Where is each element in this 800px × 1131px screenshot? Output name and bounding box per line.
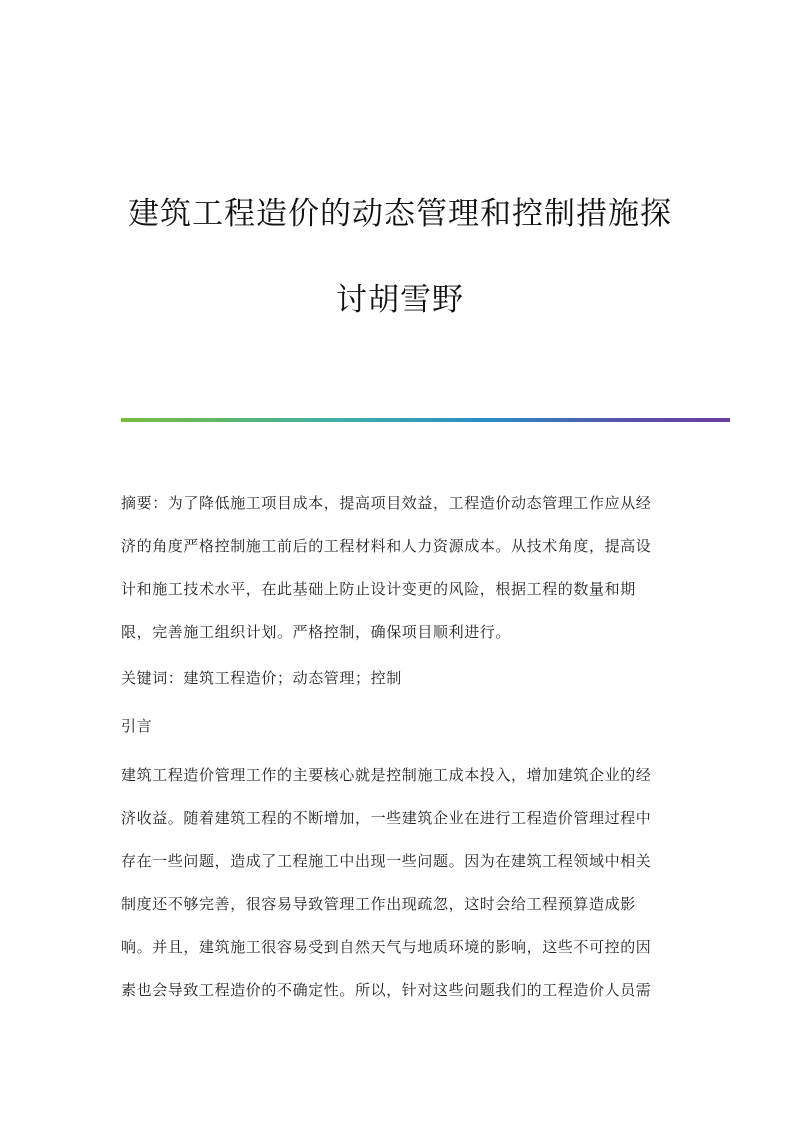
intro-line: 济收益。随着建筑工程的不断增加，一些建筑企业在进行工程造价管理过程中: [121, 809, 652, 827]
intro-line: 素也会导致工程造价的不确定性。所以，针对这些问题我们的工程造价人员需: [121, 981, 652, 999]
abstract-line: 济的角度严格控制施工前后的工程材料和人力资源成本。从技术角度，提高设: [121, 537, 652, 555]
intro-heading: 引言: [121, 717, 153, 735]
abstract-paragraph: [121, 495, 681, 667]
title-divider: [121, 418, 730, 422]
abstract-line: 计和施工技术水平，在此基础上防止设计变更的风险，根据工程的数量和期: [121, 580, 636, 598]
document-title-line-2: 讨胡雪野: [336, 282, 464, 318]
document-title-line-1: 建筑工程造价的动态管理和控制措施探: [128, 196, 672, 232]
abstract-line: 限，完善施工组织计划。严格控制，确保项目顺利进行。: [121, 623, 512, 641]
intro-line: 响。并且，建筑施工很容易受到自然天气与地质环境的影响，这些不可控的因: [121, 938, 652, 956]
intro-line: 存在一些问题，造成了工程施工中出现一些问题。因为在建筑工程领域中相关: [121, 852, 652, 870]
intro-line: 建筑工程造价管理工作的主要核心就是控制施工成本投入，增加建筑企业的经: [121, 766, 652, 784]
intro-paragraph: [121, 767, 681, 1025]
abstract-line: 摘要：为了降低施工项目成本，提高项目效益，工程造价动态管理工作应从经: [121, 494, 652, 512]
intro-line: 制度还不够完善，很容易导致管理工作出现疏忽，这时会给工程预算造成影: [121, 895, 636, 913]
keywords-line: 关键词：建筑工程造价；动态管理；控制: [121, 669, 402, 687]
